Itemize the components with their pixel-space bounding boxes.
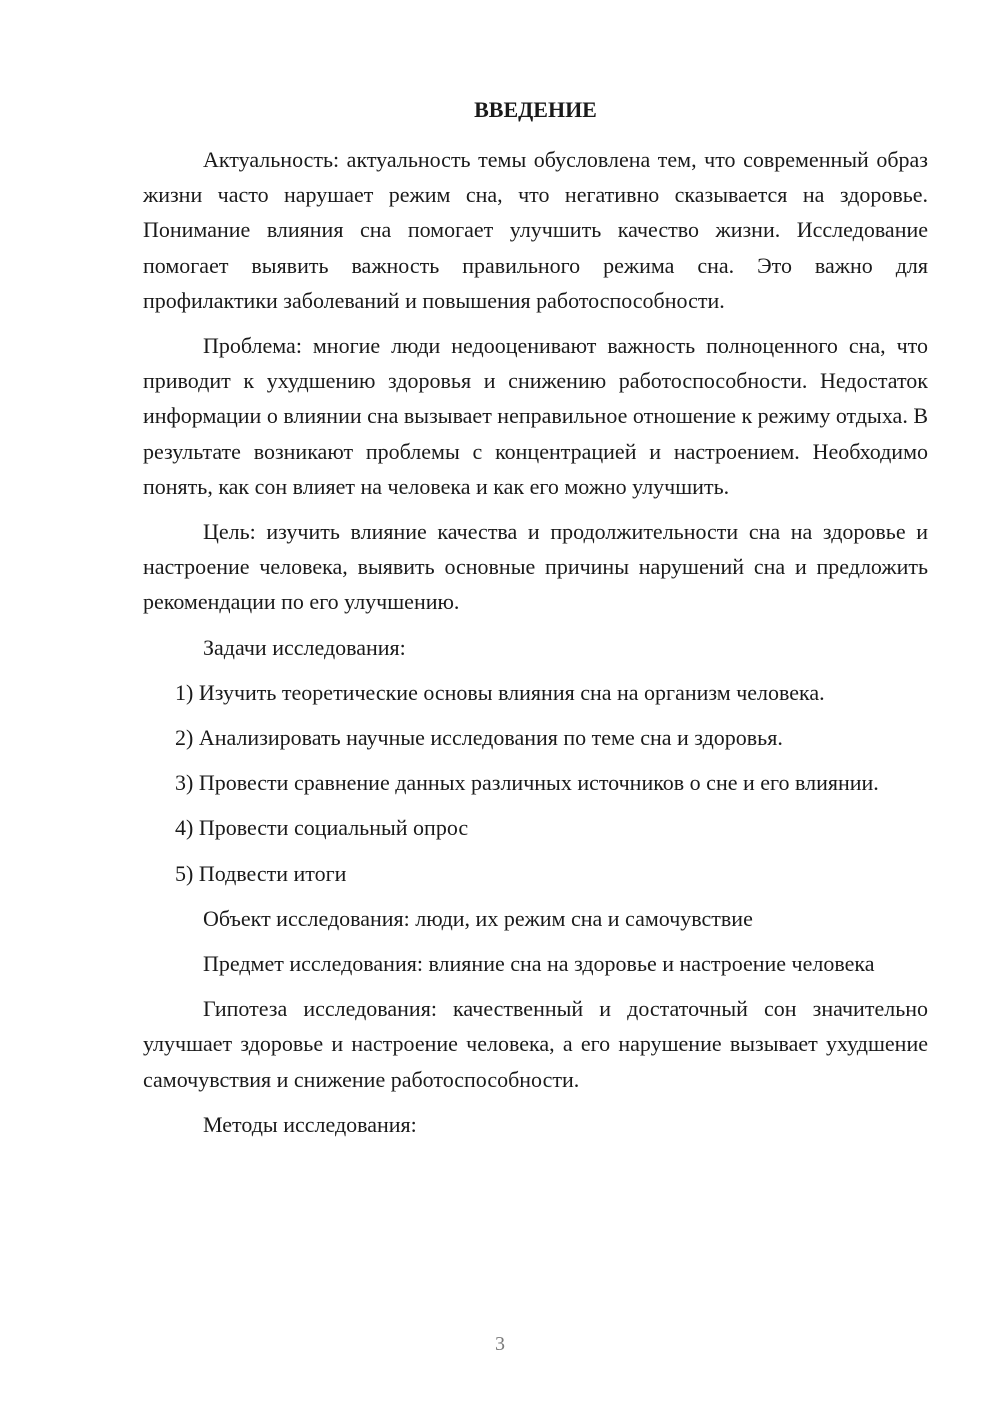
methods-heading: Методы исследования: — [203, 1111, 417, 1137]
hypothesis-paragraph: Гипотеза исследования: качественный и достаточный сон значительно улучшает здоровье и настроение человека, а его нарушение вызывает ухудшение самочувствия и снижение работоспособности. — [143, 996, 928, 1092]
list-item: 4) Провести социальный опрос — [175, 815, 469, 841]
list-item: 2) Анализировать научные исследования по теме сна и здоровья. — [175, 725, 783, 751]
section-title: ВВЕДЕНИЕ — [474, 97, 597, 122]
problem-paragraph: Проблема: многие люди недооценивают важность полноценного сна, что приводит к ухудшению здоровья и снижению работоспособности. Недостаток информации о влиянии сна вызывает неправильное отношение к режиму отдыха. В результате возникают проблемы с концентрацией и настроением. Необходимо понять, как сон влияет на человека и как его можно улучшить. — [143, 333, 928, 499]
page-number: 3 — [495, 1333, 505, 1355]
list-item: 5) Подвести итоги — [175, 860, 347, 886]
tasks-heading: Задачи исследования: — [203, 634, 406, 660]
list-item: 1) Изучить теоретические основы влияния сна на организм человека. — [175, 679, 825, 705]
relevance-paragraph: Актуальность: актуальность темы обусловлена тем, что современный образ жизни часто нарушает режим сна, что негативно сказывается на здоровье. Понимание влияния сна помогает улучшить качество жизни. Исследование помогает выявить важность правильного режима сна. Это важно для профилактики заболеваний и повышения работоспособности. — [143, 147, 928, 313]
object-paragraph: Объект исследования: люди, их режим сна и самочувствие — [203, 905, 753, 931]
subject-paragraph: Предмет исследования: влияние сна на здоровье и настроение человека — [203, 951, 875, 977]
list-item: 3) Провести сравнение данных различных источников о сне и его влиянии. — [175, 770, 879, 796]
document-page — [143, 92, 928, 1152]
goal-paragraph: Цель: изучить влияние качества и продолжительности сна на здоровье и настроение человека, выявить основные причины нарушений сна и предложить рекомендации по его улучшению. — [143, 519, 928, 615]
tasks-list — [143, 675, 928, 891]
